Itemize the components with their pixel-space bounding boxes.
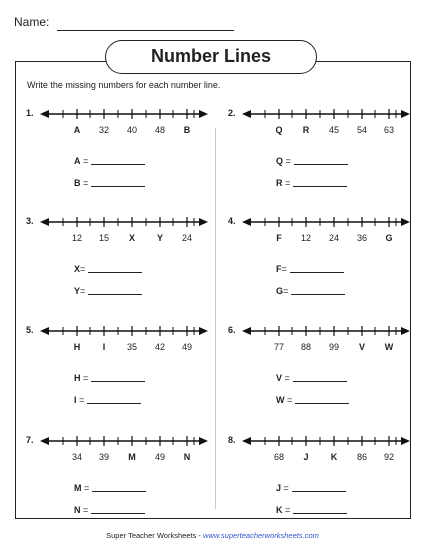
answer-blank[interactable] (290, 272, 344, 273)
instructions: Write the missing numbers for each number line. (27, 80, 221, 90)
equals-sign: = (80, 156, 89, 166)
tick-label: Q (275, 125, 283, 135)
answer-row (276, 178, 347, 188)
number-line (242, 325, 412, 339)
answer-row (74, 395, 141, 405)
tick-label: I (102, 342, 106, 352)
number-line (40, 108, 210, 122)
tick-label: G (385, 233, 393, 243)
answer-blank[interactable] (91, 164, 145, 165)
equals-sign: = (80, 373, 89, 383)
number-line (40, 325, 210, 339)
arrow-right-icon (401, 110, 410, 118)
tick-label: K (330, 452, 338, 462)
problem-6 (228, 325, 403, 435)
problem-3 (26, 216, 201, 326)
answer-blank[interactable] (291, 294, 345, 295)
tick-label: A (73, 125, 81, 135)
tick-label: 12 (300, 233, 311, 243)
equals-sign: = (80, 178, 89, 188)
problem-number: 5. (26, 325, 34, 335)
problem-8 (228, 435, 403, 545)
answer-variable: G (276, 286, 284, 296)
problem-number: 7. (26, 435, 34, 445)
arrow-right-icon (199, 218, 208, 226)
arrow-left-icon (40, 218, 49, 226)
problem-4 (228, 216, 403, 326)
equals-sign: = (80, 264, 86, 274)
tick-label: 34 (71, 452, 82, 462)
answer-row (276, 505, 347, 515)
arrow-left-icon (242, 110, 251, 118)
answer-variable: Q (276, 156, 284, 166)
problem-number: 6. (228, 325, 236, 335)
tick-label: 39 (98, 452, 109, 462)
tick-label: W (384, 342, 394, 352)
column-divider (215, 128, 216, 509)
tick-label: 68 (273, 452, 284, 462)
problem-number: 2. (228, 108, 236, 118)
problem-5 (26, 325, 201, 435)
answer-row (276, 395, 349, 405)
tick-label: 24 (181, 233, 192, 243)
answer-variable: B (74, 178, 81, 188)
answer-row (276, 156, 348, 166)
answer-row (276, 264, 344, 274)
answer-row (276, 286, 345, 296)
name-line[interactable] (57, 30, 234, 31)
tick-label: 45 (328, 125, 339, 135)
problem-7 (26, 435, 201, 545)
answer-variable: Y (74, 286, 81, 296)
arrow-right-icon (401, 327, 410, 335)
answer-variable: V (276, 373, 283, 383)
footer-url[interactable]: www.superteacherworksheets.com (202, 531, 319, 540)
equals-sign: = (81, 483, 90, 493)
answer-variable: K (276, 505, 283, 515)
number-line (242, 108, 412, 122)
tick-label: X (128, 233, 135, 243)
arrow-left-icon (242, 327, 251, 335)
arrow-left-icon (242, 437, 251, 445)
answer-variable: J (276, 483, 282, 493)
answer-variable: W (276, 395, 285, 405)
equals-sign: = (282, 373, 290, 383)
equals-sign: = (282, 178, 291, 188)
tick-label: 24 (328, 233, 339, 243)
answer-variable: A (74, 156, 81, 166)
answer-row (74, 286, 142, 296)
answer-blank[interactable] (293, 381, 347, 382)
answer-variable: R (276, 178, 283, 188)
answer-variable: I (74, 395, 77, 405)
problem-number: 8. (228, 435, 236, 445)
equals-sign: = (80, 286, 86, 296)
tick-label: 35 (126, 342, 137, 352)
tick-label: 48 (154, 125, 165, 135)
answer-blank[interactable] (295, 403, 349, 404)
tick-label: M (128, 452, 136, 462)
answer-blank[interactable] (292, 491, 346, 492)
tick-label: J (303, 452, 309, 462)
answer-row (74, 178, 145, 188)
tick-label: Y (156, 233, 163, 243)
answer-blank[interactable] (293, 186, 347, 187)
answer-row (74, 373, 145, 383)
tick-label: 88 (300, 342, 311, 352)
tick-label: 32 (98, 125, 109, 135)
tick-label: 86 (356, 452, 367, 462)
equals-sign: = (80, 505, 89, 515)
tick-label: 49 (154, 452, 165, 462)
answer-blank[interactable] (91, 381, 145, 382)
arrow-right-icon (199, 327, 208, 335)
number-line (242, 435, 412, 449)
answer-variable: N (74, 505, 81, 515)
answer-blank[interactable] (91, 513, 145, 514)
equals-sign: = (283, 156, 291, 166)
arrow-left-icon (40, 110, 49, 118)
arrow-left-icon (40, 437, 49, 445)
tick-label: F (276, 233, 282, 243)
answer-row (74, 505, 145, 515)
problem-number: 1. (26, 108, 34, 118)
answer-blank[interactable] (294, 164, 348, 165)
tick-label: 49 (181, 342, 192, 352)
answer-blank[interactable] (91, 186, 145, 187)
equals-sign: = (281, 483, 289, 493)
answer-row (74, 483, 146, 493)
equals-sign: = (281, 264, 287, 274)
equals-sign: = (283, 286, 289, 296)
number-line (40, 216, 210, 230)
tick-label: N (183, 452, 191, 462)
answer-blank[interactable] (293, 513, 347, 514)
tick-label: 12 (71, 233, 82, 243)
answer-variable: H (74, 373, 81, 383)
answer-blank[interactable] (88, 272, 142, 273)
problem-number: 4. (228, 216, 236, 226)
answer-blank[interactable] (88, 294, 142, 295)
equals-sign: = (284, 395, 293, 405)
tick-label: V (358, 342, 365, 352)
arrow-left-icon (242, 218, 251, 226)
arrow-right-icon (199, 110, 208, 118)
tick-label: 40 (126, 125, 137, 135)
tick-label: 63 (383, 125, 394, 135)
answer-row (74, 156, 145, 166)
tick-label: 99 (328, 342, 339, 352)
worksheet-title: Number Lines (105, 40, 317, 74)
problem-2 (228, 108, 403, 218)
tick-label: B (183, 125, 191, 135)
answer-row (74, 264, 142, 274)
tick-label: 15 (98, 233, 109, 243)
arrow-left-icon (40, 327, 49, 335)
footer (0, 531, 425, 540)
number-line (242, 216, 412, 230)
answer-blank[interactable] (87, 403, 141, 404)
tick-label: 92 (383, 452, 394, 462)
problem-number: 3. (26, 216, 34, 226)
tick-label: R (302, 125, 310, 135)
tick-label: H (73, 342, 81, 352)
problem-1 (26, 108, 201, 218)
equals-sign: = (76, 395, 85, 405)
equals-sign: = (282, 505, 291, 515)
arrow-right-icon (401, 218, 410, 226)
answer-variable: M (74, 483, 82, 493)
name-label: Name: (14, 15, 50, 29)
answer-row (276, 373, 347, 383)
answer-row (276, 483, 346, 493)
tick-label: 77 (273, 342, 284, 352)
answer-variable: X (74, 264, 81, 274)
arrow-right-icon (199, 437, 208, 445)
footer-text: Super Teacher Worksheets - (106, 531, 203, 540)
tick-label: 36 (356, 233, 367, 243)
arrow-right-icon (401, 437, 410, 445)
tick-label: 54 (356, 125, 367, 135)
answer-variable: F (276, 264, 282, 274)
number-line (40, 435, 210, 449)
answer-blank[interactable] (92, 491, 146, 492)
tick-label: 42 (154, 342, 165, 352)
